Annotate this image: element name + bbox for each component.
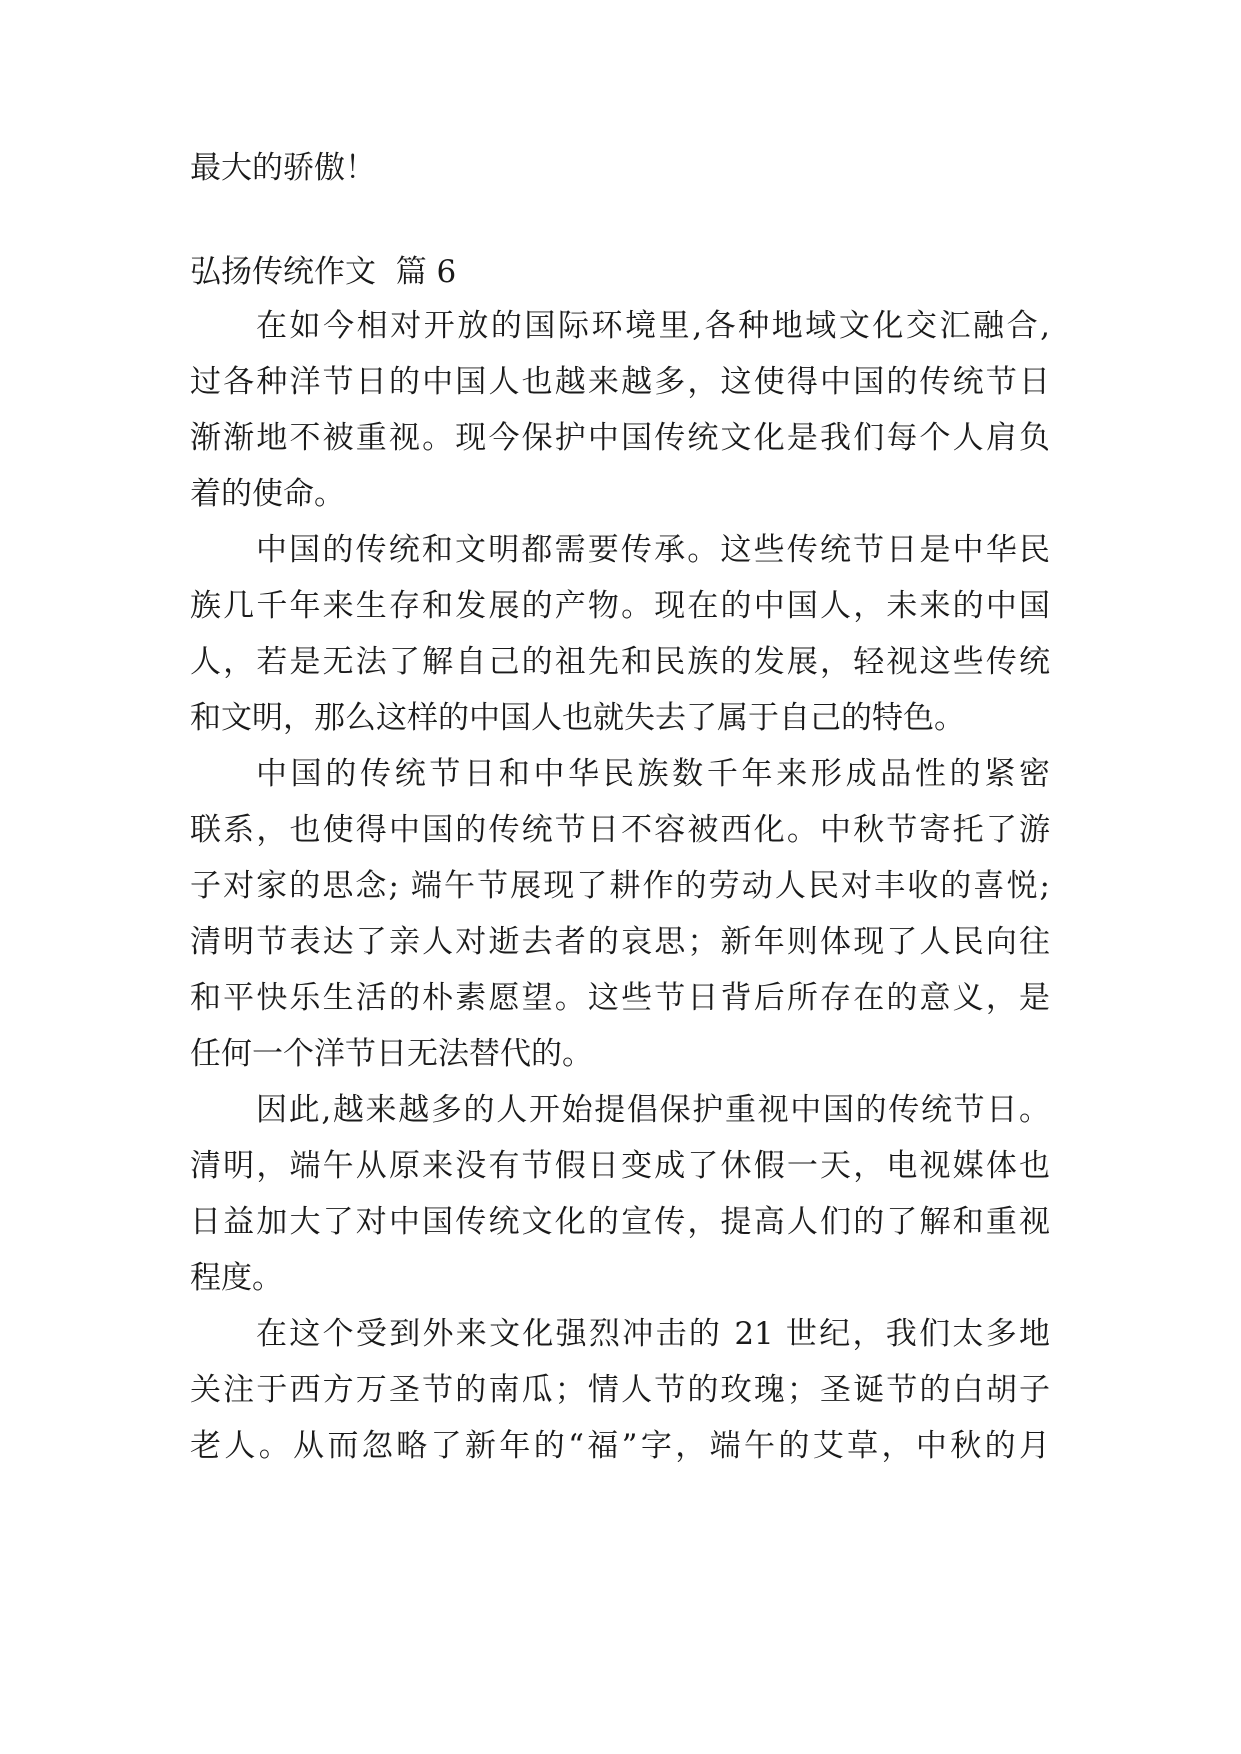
paragraph-3-line-5: 和平快乐生活的朴素愿望。这些节日背后所存在的意义，是 bbox=[190, 980, 1050, 1016]
paragraph-2-line-1: 中国的传统和文明都需要传承。这些传统节日是中华民 bbox=[256, 532, 1050, 568]
paragraph-4-line-3: 日益加大了对中国传统文化的宣传，提高人们的了解和重视 bbox=[190, 1204, 1050, 1240]
essay-title: 弘扬传统作文 篇 6 bbox=[190, 254, 457, 290]
paragraph-1-line-2: 过各种洋节日的中国人也越来越多，这使得中国的传统节日 bbox=[190, 364, 1050, 400]
paragraph-3-line-3: 子对家的思念; 端午节展现了耕作的劳动人民对丰收的喜悦; bbox=[190, 868, 1050, 904]
paragraph-3-line-4: 清明节表达了亲人对逝去者的哀思；新年则体现了人民向往 bbox=[190, 924, 1050, 960]
paragraph-4-line-4: 程度。 bbox=[190, 1260, 283, 1296]
paragraph-1-line-1: 在如今相对开放的国际环境里,各种地域文化交汇融合, bbox=[256, 308, 1050, 344]
paragraph-3-line-6: 任何一个洋节日无法替代的。 bbox=[190, 1036, 593, 1072]
paragraph-1-line-3: 渐渐地不被重视。现今保护中国传统文化是我们每个人肩负 bbox=[190, 420, 1050, 456]
paragraph-5-line-3: 老人。从而忽略了新年的“福”字，端午的艾草，中秋的月 bbox=[190, 1428, 1050, 1464]
paragraph-5-line-1: 在这个受到外来文化强烈冲击的 21 世纪，我们太多地 bbox=[256, 1316, 1050, 1352]
paragraph-5-line-2: 关注于西方万圣节的南瓜；情人节的玫瑰；圣诞节的白胡子 bbox=[190, 1372, 1050, 1408]
paragraph-2-line-2: 族几千年来生存和发展的产物。现在的中国人，未来的中国 bbox=[190, 588, 1050, 624]
paragraph-3-line-2: 联系，也使得中国的传统节日不容被西化。中秋节寄托了游 bbox=[190, 812, 1050, 848]
paragraph-1-line-4: 着的使命。 bbox=[190, 476, 345, 512]
paragraph-4-line-2: 清明，端午从原来没有节假日变成了休假一天，电视媒体也 bbox=[190, 1148, 1050, 1184]
previous-section-tail: 最大的骄傲！ bbox=[190, 150, 376, 186]
paragraph-3-line-1: 中国的传统节日和中华民族数千年来形成品性的紧密 bbox=[256, 756, 1050, 792]
paragraph-2-line-3: 人，若是无法了解自己的祖先和民族的发展，轻视这些传统 bbox=[190, 644, 1050, 680]
paragraph-2-line-4: 和文明，那么这样的中国人也就失去了属于自己的特色。 bbox=[190, 700, 965, 736]
paragraph-4-line-1: 因此,越来越多的人开始提倡保护重视中国的传统节日。 bbox=[256, 1092, 1050, 1128]
